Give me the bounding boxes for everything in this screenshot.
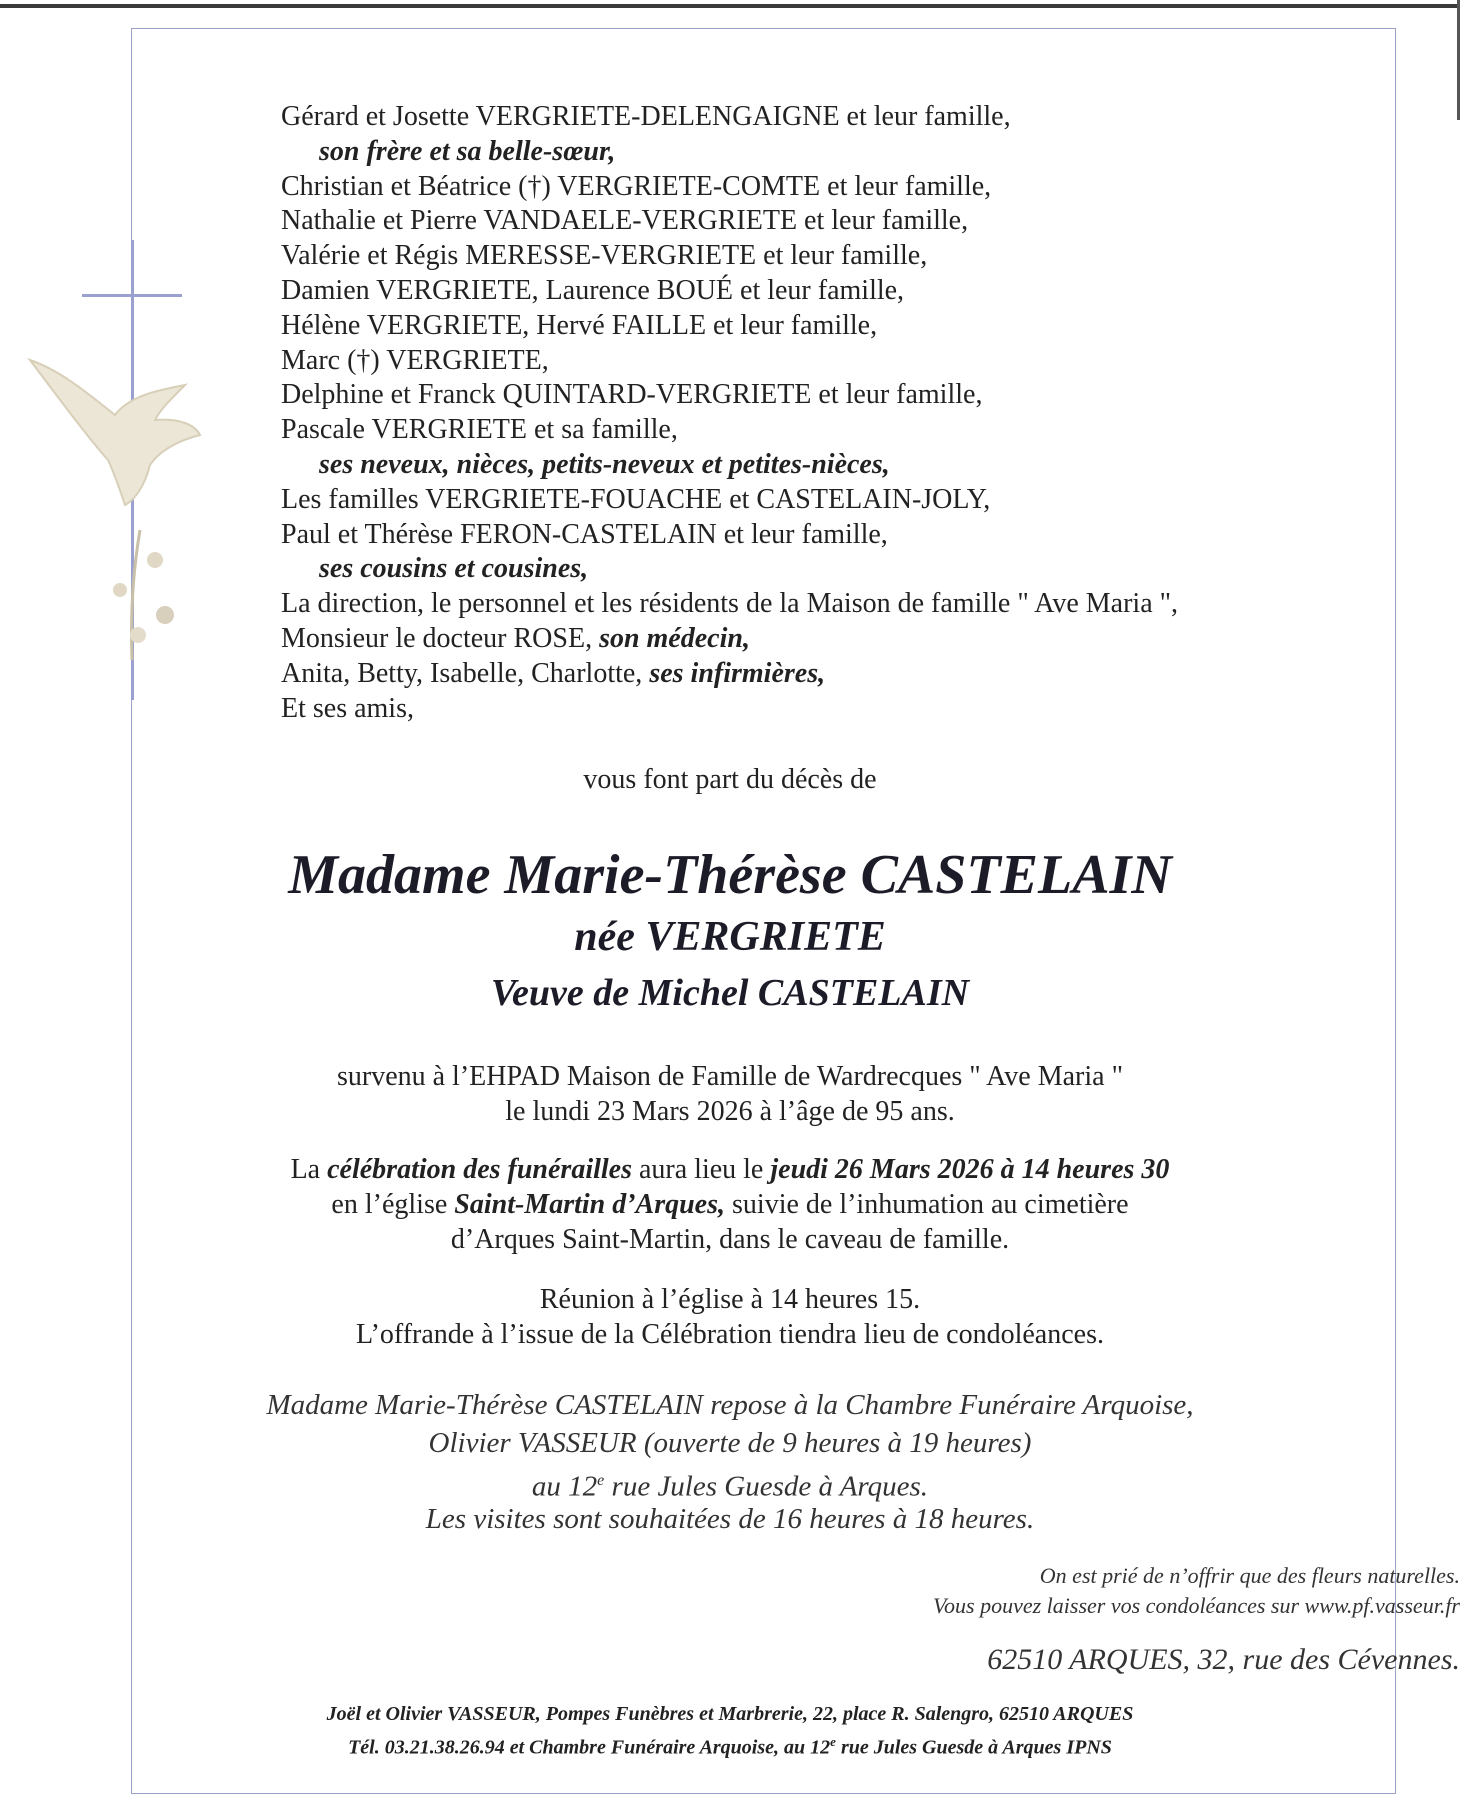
repose-text: au 12 [531,1470,598,1503]
dove-icon [20,300,230,680]
repose-line-2: Olivier VASSEUR (ouverte de 9 heures à 19 heures) [428,1427,1032,1459]
family-line [281,413,678,447]
family-relation: son frère et sa belle-sœur, [319,136,616,167]
footer-text: Tél. 03.21.38.26.94 et Chambre Funéraire Arquoise, au 12 [348,1736,831,1759]
funeral-datetime: jeudi 26 Mars 2026 à 14 heures 30 [770,1154,1170,1185]
family-text: Gérard et Josette VERGRIETE-DELENGAIGNE et leur famille, [281,101,1011,132]
funeral-emphasis: célébration des funérailles [327,1154,632,1185]
family-text: Valérie et Régis MERESSE-VERGRIETE et leur famille, [281,240,928,271]
condolences-note: Vous pouvez laisser vos condoléances sur www.pf.vasseur.fr [933,1593,1460,1618]
family-text: Paul et Thérèse FERON-CASTELAIN et leur famille, [281,519,888,550]
funeral-text: La [290,1154,328,1185]
funeral-line-3: d’Arques Saint-Martin, dans le caveau de famille. [450,1224,1010,1255]
footer-line-1: Joël et Olivier VASSEUR, Pompes Funèbres et Marbrerie, 22, place R. Salengro, 62510 ARQUES [326,1703,1134,1725]
family-text: Hélène VERGRIETE, Hervé FAILLE et leur famille, [281,310,878,341]
family-line [319,552,588,586]
offering-line: L’offrande à l’issue de la Célébration tiendra lieu de condoléances. [356,1319,1104,1350]
cross-arm [82,294,182,297]
flowers-note: On est prié de n’offrir que des fleurs naturelles. [1039,1563,1460,1588]
family-text: Delphine et Franck QUINTARD-VERGRIETE et leur famille, [281,379,983,410]
church-name: Saint-Martin d’Arques, [454,1189,726,1220]
family-text: Les familles VERGRIETE-FOUACHE et CASTELAIN-JOLY, [281,484,991,515]
repose-line-1: Madame Marie-Thérèse CASTELAIN repose à la Chambre Funéraire Arquoise, [266,1389,1194,1421]
announce-text: vous font part du décès de [583,764,877,795]
family-line [281,483,990,517]
family-text: La direction, le personnel et les résidents de la Maison de famille " Ave Maria ", [281,588,1179,619]
family-line [281,657,825,691]
family-line [281,170,991,204]
family-relation: ses cousins et cousines, [319,553,589,584]
death-place: survenu à l’EHPAD Maison de Famille de Wardrecques " Ave Maria " [336,1061,1124,1092]
family-line [281,622,750,656]
family-relation: son médecin, [599,623,750,654]
reunion-line: Réunion à l’église à 14 heures 15. [539,1284,921,1315]
maiden-name: née VERGRIETE [574,914,886,960]
funeral-text: en l’église [331,1189,455,1220]
family-line [281,692,414,726]
family-relation: ses neveux, nièces, petits-neveux et petites-nièces, [319,449,890,480]
superscript: e [597,1472,605,1489]
family-text: Et ses amis, [281,693,414,724]
family-line [281,239,927,273]
family-text: Pascale VERGRIETE et sa famille, [281,414,678,445]
family-line [319,448,890,482]
family-line [281,344,549,378]
family-line [281,100,1011,134]
family-text: Monsieur le docteur ROSE, [281,623,600,654]
repose-text: rue Jules Guesde à Arques. [604,1470,929,1503]
funeral-text: suivie de l’inhumation au cimetière [725,1189,1129,1220]
family-line [281,378,982,412]
funeral-line-1 [0,1153,1460,1187]
family-line [281,204,968,238]
family-text: Anita, Betty, Isabelle, Charlotte, [281,658,650,689]
deceased-name: Madame Marie-Thérèse CASTELAIN [288,844,1172,906]
family-line [281,518,888,552]
footer-line-2 [0,1728,1460,1762]
family-line [281,309,877,343]
family-line [281,274,904,308]
superscript: e [830,1734,836,1749]
family-line [319,135,615,169]
funeral-text: aura lieu le [631,1154,771,1185]
family-text: Nathalie et Pierre VANDAELE-VERGRIETE et leur famille, [281,205,969,236]
family-text: Damien VERGRIETE, Laurence BOUÉ et leur famille, [281,275,905,306]
funeral-line-2 [0,1188,1460,1222]
visits-line: Les visites sont souhaitées de 16 heures à 18 heures. [425,1503,1035,1535]
family-relation: ses infirmières, [649,658,826,689]
widow-of: Veuve de Michel CASTELAIN [490,972,970,1014]
footer-text: rue Jules Guesde à Arques IPNS [835,1736,1112,1759]
death-date: le lundi 23 Mars 2026 à l’âge de 95 ans. [505,1096,955,1127]
family-line [281,587,1178,621]
address: 62510 ARQUES, 32, rue des Cévennes. [987,1643,1460,1676]
family-text: Marc (†) VERGRIETE, [281,345,549,376]
family-text: Christian et Béatrice (†) VERGRIETE-COMTE et leur famille, [281,171,992,202]
top-rule [0,4,1460,8]
